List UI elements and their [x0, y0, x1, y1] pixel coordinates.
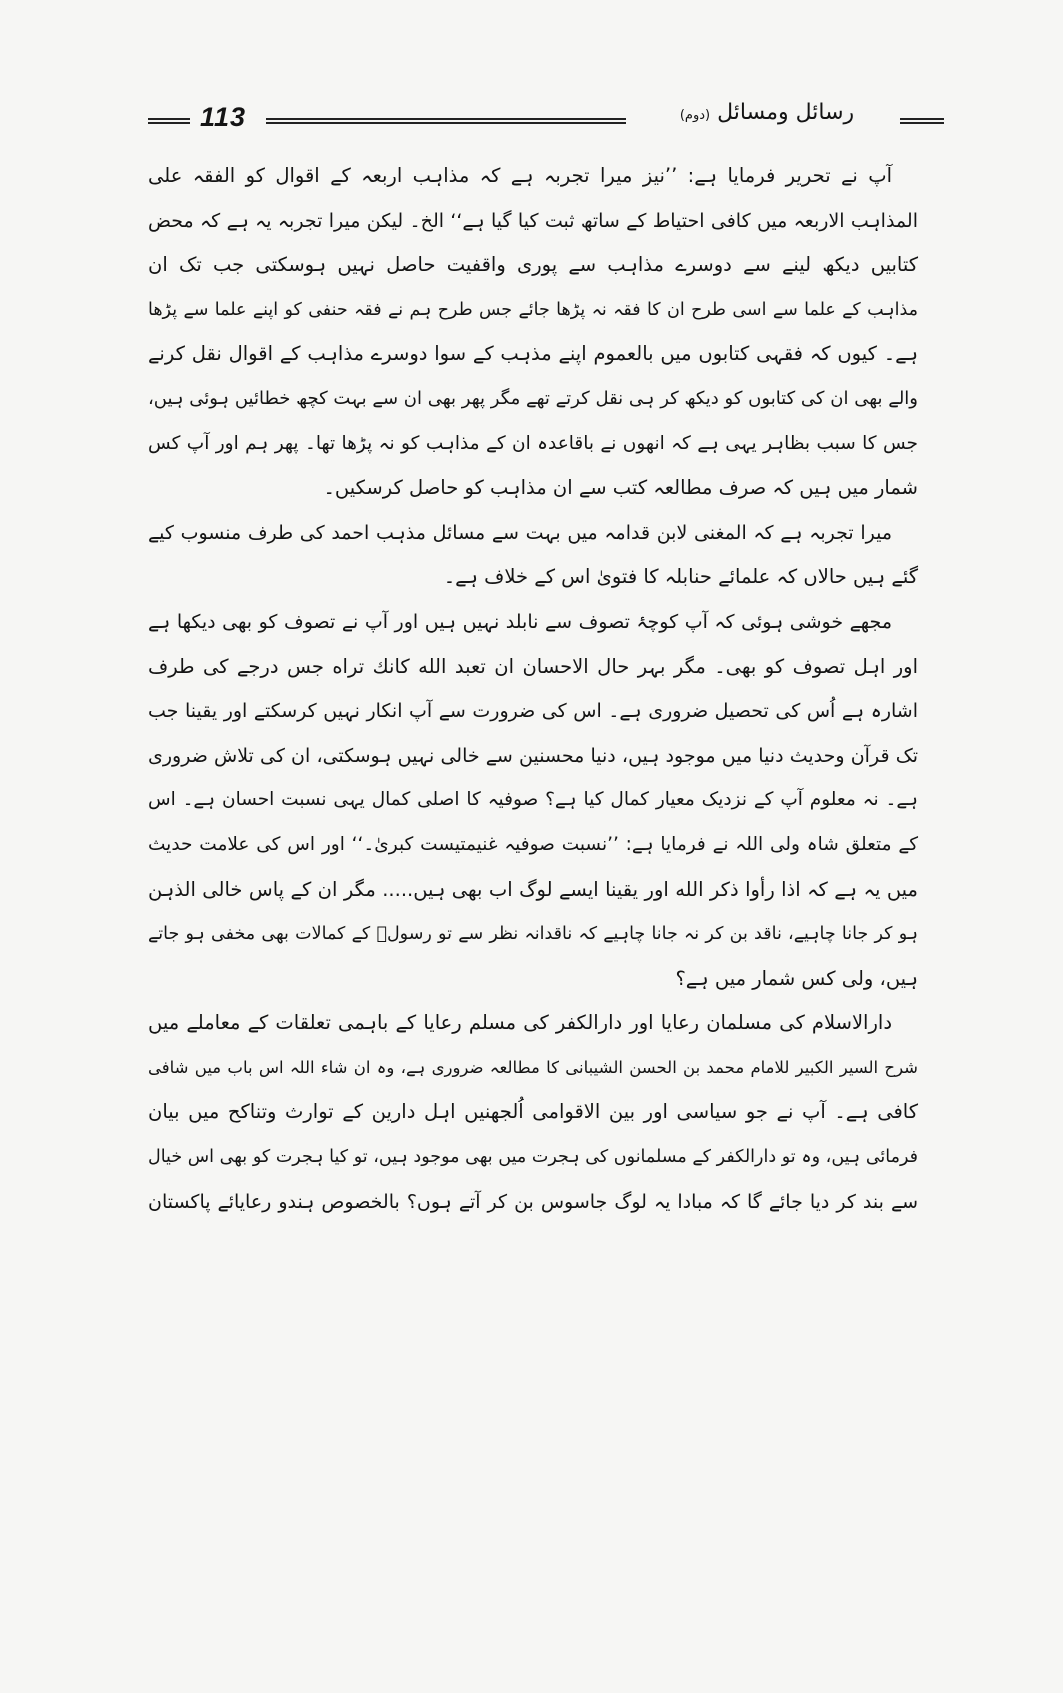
text-line: اور اہل تصوف کو بھی۔ مگر بہر حال الاحسان ان تعبد الله کانك تراه جس درجے کی طرف: [148, 654, 918, 678]
text-line: گئے ہیں حالاں کہ علمائے حنابلہ کا فتویٰ اس کے خلاف ہے۔: [443, 565, 918, 589]
text-line: ہو کر جانا چاہیے، ناقد بن کر نہ جانا چاہیے کہ ناقدانہ نظر سے تو رسولؐ کے کمالات بھی مخفی ہو جاتے: [148, 924, 918, 945]
paragraph: [148, 511, 918, 600]
paragraph: [148, 154, 918, 511]
header-rule-left: [148, 118, 190, 124]
running-title: [638, 100, 896, 125]
volume-label: (دوم): [679, 108, 711, 123]
text-line: مذاہب کے علما سے اسی طرح ان کا فقہ نہ پڑھا جائے جس طرح ہم نے فقہ حنفی کو اپنے علما سے پڑھا: [148, 299, 918, 320]
book-title: رسائل ومسائل: [717, 100, 855, 125]
header-rule-right: [900, 118, 944, 124]
page-number: 113: [200, 102, 247, 132]
text-line: اشارہ ہے اُس کی تحصیل ضروری ہے۔ اس کی ضرورت سے آپ انکار نہیں کرسکتے اور یقینا جب: [148, 700, 918, 723]
text-line: جس کا سبب بظاہر یہی ہے کہ انھوں نے باقاعدہ ان کے مذاہب کو نہ پڑھا تھا۔ پھر ہم اور آپ کس: [148, 432, 918, 454]
text-line: میرا تجربہ ہے کہ المغنی لابن قدامہ میں بہت سے مسائل مذہب احمد کی طرف منسوب کیے: [148, 521, 892, 544]
text-line: مجھے خوشی ہوئی کہ آپ کوچۂ تصوف سے نابلد نہیں ہیں اور آپ نے تصوف کو بھی دیکھا ہے: [148, 610, 892, 633]
text-line: شرح السیر الکبیر للامام محمد بن الحسن الشیبانی کا مطالعہ ضروری ہے، وہ ان شاء اللہ اس باب میں شافی: [148, 1057, 918, 1077]
text-line: فرمائی ہیں، وہ تو دارالکفر کے مسلمانوں کی ہجرت میں بھی موجود ہیں، تو کیا ہجرت کو بھی اس خیال: [148, 1147, 918, 1168]
text-line: ہے۔ نہ معلوم آپ کے نزدیک معیار کمال کیا ہے؟ صوفیہ کا اصلی کمال یہی نسبت احسان ہے۔ اس: [148, 789, 918, 811]
text-line: کافی ہے۔ آپ نے جو سیاسی اور بین الاقوامی اُلجھنیں اہل دارین کے توارث وتناکح میں بیان: [148, 1100, 918, 1124]
header-rule-middle: [266, 118, 626, 124]
text-line: سے بند کر دیا جائے گا کہ مبادا یہ لوگ جاسوس بن کر آتے ہوں؟ بالخصوص ہندو رعایائے پاکستان: [148, 1190, 918, 1213]
text-line: شمار میں ہیں کہ صرف مطالعہ کتب سے ان مذاہب کو حاصل کرسکیں۔: [323, 476, 918, 500]
page-body: [148, 154, 918, 1224]
text-line: میں یہ ہے کہ اذا رأوا ذكر الله اور یقینا ایسے لوگ اب بھی ہیں..... مگر ان کے پاس خالی الذہن: [148, 877, 918, 901]
text-line: تک قرآن وحدیث دنیا میں موجود ہیں، دنیا محسنین سے خالی نہیں ہوسکتی، ان کی تلاش ضروری: [148, 744, 918, 767]
text-line: ہیں، ولی کس شمار میں ہے؟: [675, 966, 918, 990]
paragraph: [148, 600, 918, 1001]
paragraph: [148, 1001, 918, 1224]
text-line: کے متعلق شاہ ولی اللہ نے فرمایا ہے: ’’نسبت صوفیہ غنیمتیست کبریٰ۔‘‘ اور اس کی علامت حدیث: [148, 833, 918, 855]
text-line: دارالاسلام کی مسلمان رعایا اور دارالکفر کی مسلم رعایا کے باہمی تعلقات کے معاملے میں: [148, 1011, 892, 1035]
page-header: [148, 100, 918, 140]
text-line: المذاہب الاربعہ میں کافی احتیاط کے ساتھ ثبت کیا گیا ہے‘‘ الخ۔ لیکن میرا تجربہ یہ ہے کہ محض: [148, 209, 918, 232]
text-line: کتابیں دیکھ لینے سے دوسرے مذاہب سے پوری واقفیت حاصل نہیں ہوسکتی جب تک ان: [148, 253, 918, 277]
text-line: آپ نے تحریر فرمایا ہے: ’’نیز میرا تجربہ ہے کہ مذاہب اربعہ کے اقوال کو الفقہ علی: [148, 164, 892, 187]
text-line: ہے۔ کیوں کہ فقہی کتابوں میں بالعموم اپنے مذہب کے سوا دوسرے مذاہب کے اقوال نقل کرنے: [148, 342, 918, 366]
text-line: والے بھی ان کی کتابوں کو دیکھ کر ہی نقل کرتے تھے مگر پھر بھی ان سے بہت کچھ خطائیں ہوئی ہیں،: [148, 387, 918, 409]
